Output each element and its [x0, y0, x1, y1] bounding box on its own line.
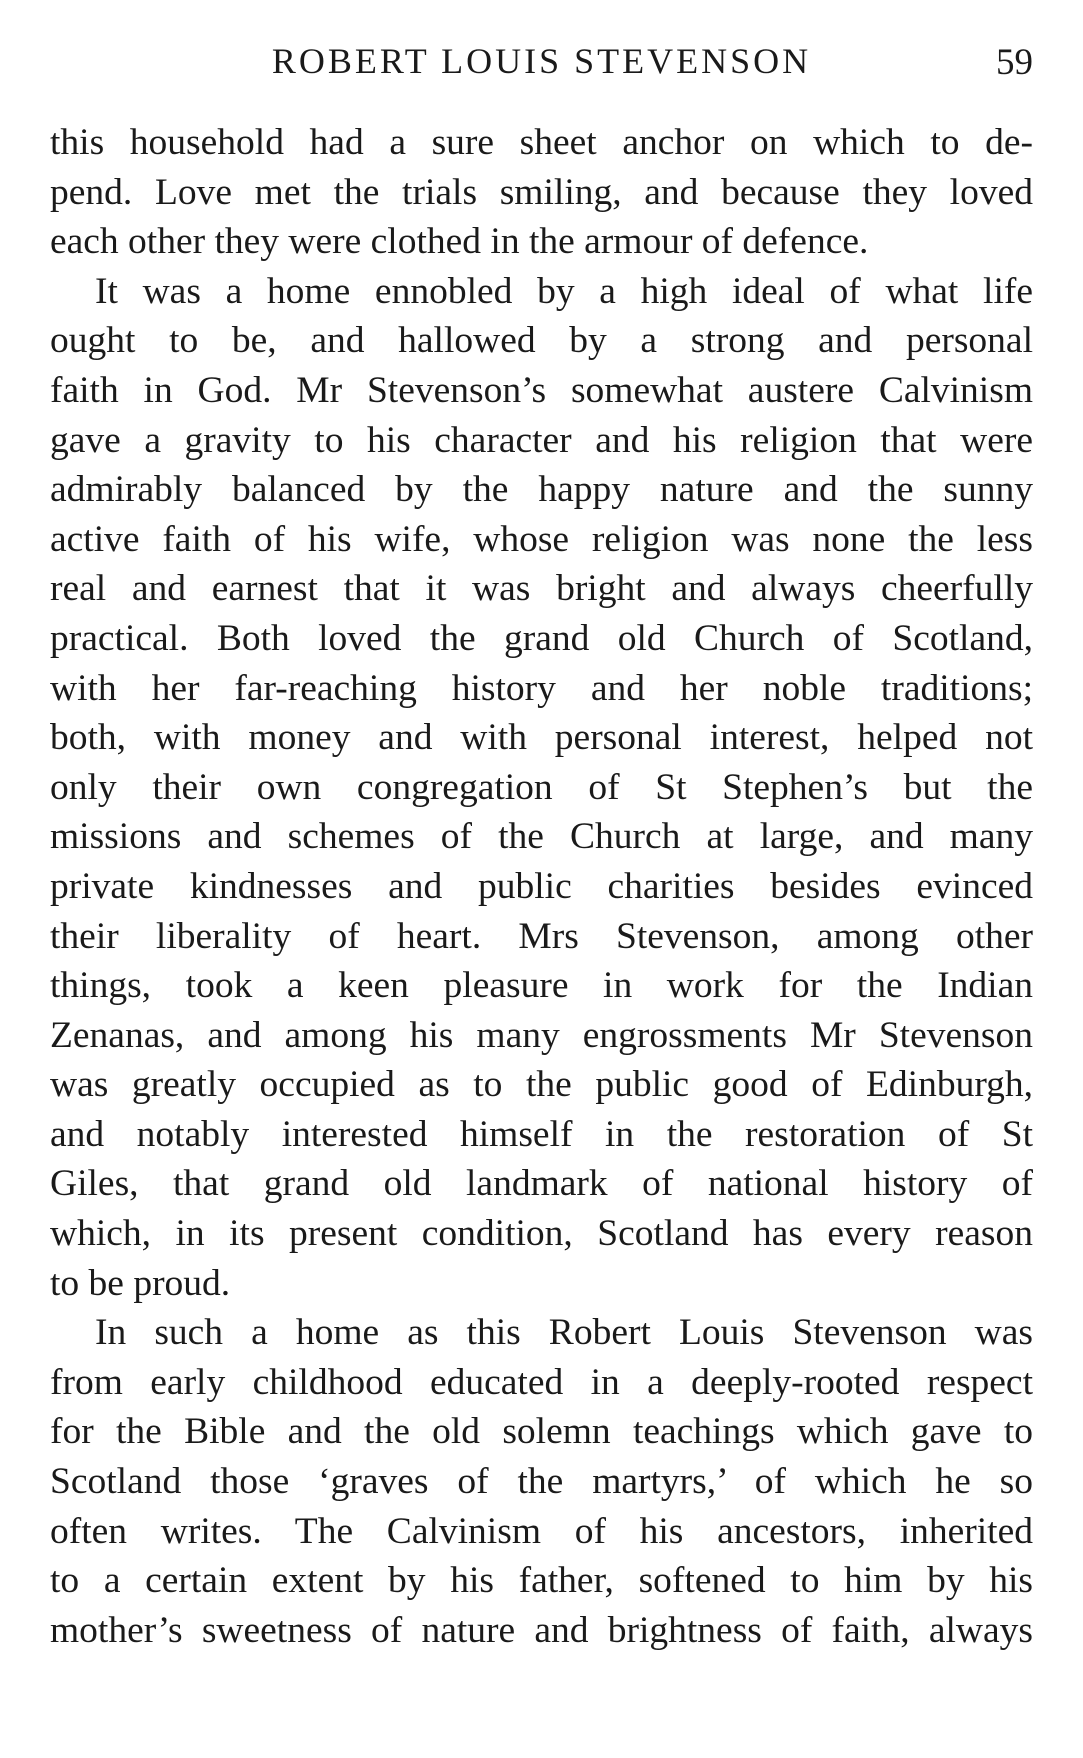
text-line: gave a gravity to his character and his religion that were	[50, 419, 1033, 461]
text-line: mother’s sweetness of nature and brightness of faith, always	[50, 1609, 1033, 1651]
text-line: their liberality of heart. Mrs Stevenson, among other	[50, 915, 1033, 957]
body-text	[50, 118, 1033, 1655]
text-line: It was a home ennobled by a high ideal of what life	[95, 270, 1033, 312]
text-line: only their own congregation of St Stephen’s but the	[50, 766, 1033, 808]
text-line: private kindnesses and public charities besides evinced	[50, 865, 1033, 907]
text-line: Scotland those ‘graves of the martyrs,’ of which he so	[50, 1461, 1033, 1503]
text-line: active faith of his wife, whose religion was none the less	[50, 518, 1033, 560]
text-line: each other they were clothed in the armour of defence.	[50, 221, 869, 263]
text-line: practical. Both loved the grand old Church of Scotland,	[50, 617, 1033, 659]
text-line: for the Bible and the old solemn teachings which gave to	[50, 1411, 1033, 1453]
text-line: which, in its present condition, Scotland has every reason	[50, 1213, 1033, 1255]
text-line: was greatly occupied as to the public good of Edinburgh,	[50, 1064, 1033, 1106]
text-line: faith in God. Mr Stevenson’s somewhat austere Calvinism	[50, 369, 1033, 411]
text-line: this household had a sure sheet anchor on which to de-	[50, 122, 1033, 163]
page-number: 59	[996, 42, 1033, 83]
text-line: ought to be, and hallowed by a strong and personal	[50, 320, 1033, 362]
text-line: Giles, that grand old landmark of national history of	[50, 1163, 1033, 1205]
text-line: with her far-reaching history and her noble traditions;	[50, 667, 1033, 709]
text-line: admirably balanced by the happy nature and the sunny	[50, 469, 1033, 511]
text-line: to be proud.	[50, 1262, 231, 1304]
text-line: to a certain extent by his father, softened to him by his	[50, 1560, 1033, 1602]
text-line: Zenanas, and among his many engrossments Mr Stevenson	[50, 1014, 1033, 1056]
text-line: pend. Love met the trials smiling, and because they loved	[50, 171, 1033, 213]
text-line: In such a home as this Robert Louis Stevenson was	[95, 1312, 1033, 1354]
text-line: real and earnest that it was bright and always cheerfully	[50, 568, 1033, 610]
text-line: often writes. The Calvinism of his ancestors, inherited	[50, 1510, 1033, 1552]
running-head	[50, 36, 1033, 86]
running-title: ROBERT LOUIS STEVENSON	[271, 41, 812, 81]
text-line: from early childhood educated in a deeply-rooted respect	[50, 1361, 1033, 1403]
text-line: both, with money and with personal interest, helped not	[50, 717, 1033, 759]
text-line: things, took a keen pleasure in work for the Indian	[50, 965, 1033, 1007]
text-line: missions and schemes of the Church at large, and many	[50, 816, 1033, 858]
text-line: and notably interested himself in the restoration of St	[50, 1113, 1033, 1155]
